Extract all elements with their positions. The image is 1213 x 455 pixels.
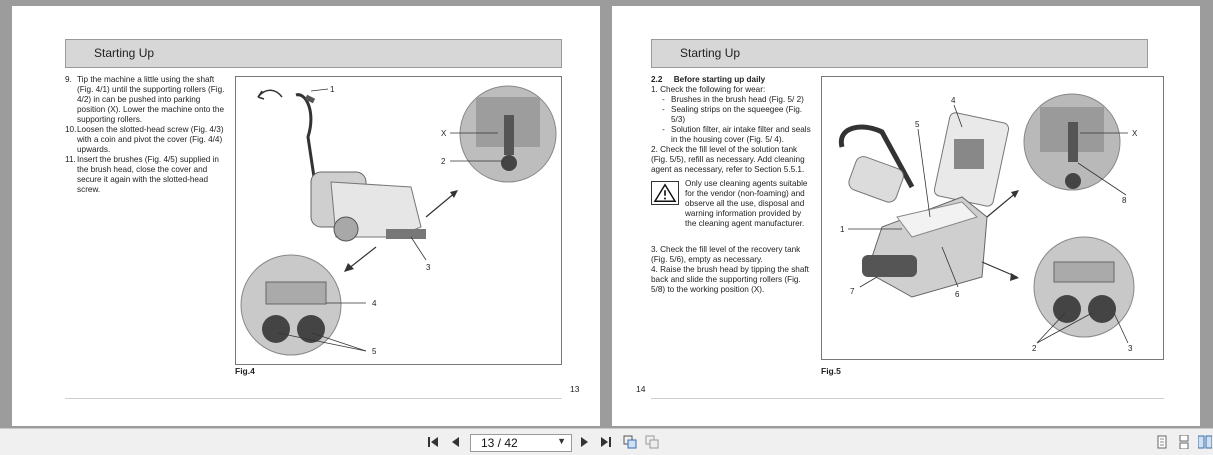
sub-item: - Sealing strips on the squeegee (Fig. 5/3) (662, 105, 803, 124)
list-item: 3. Check the fill level of the recovery tank (Fig. 5/6), empty as necessary. (651, 245, 801, 264)
figure-4 (235, 76, 562, 365)
list-item: 10. Loosen the slotted-head screw (Fig. 4/3) with a coin and pivot the cover (Fig. 4/4) upwards. (65, 125, 224, 154)
list-item: 1. Check the following for wear: (651, 85, 766, 94)
callout-3: 3 (426, 263, 431, 272)
list-item: 2. Check the fill level of the solution tank (Fig. 5/5), refill as necessary. Add cleaning agent as necessary, refer to Section 5.5.1. (651, 145, 805, 174)
footer-divider (65, 398, 562, 399)
callout-1: 1 (840, 225, 845, 234)
page-number-select[interactable] (470, 434, 572, 452)
paste-icon[interactable] (645, 435, 659, 449)
sub-item: - Brushes in the brush head (Fig. 5/ 2) (662, 95, 804, 104)
callout-8: 8 (1122, 196, 1127, 205)
viewer-toolbar (0, 428, 1213, 455)
right-page (612, 6, 1200, 426)
previous-page-icon[interactable] (448, 435, 462, 449)
callout-5: 5 (372, 347, 377, 356)
warning-note: Only use cleaning agents suitable for the vendor (non-foaming) and observe all the use, disposal and warning information provided by the cleaning agent manufacturer. (651, 179, 811, 239)
copy-icon[interactable] (623, 435, 637, 449)
callout-7: 7 (850, 287, 855, 296)
callout-4: 4 (951, 96, 956, 105)
callout-x: X (441, 129, 447, 138)
instruction-list (65, 75, 225, 195)
figure-5 (821, 76, 1164, 360)
continuous-view-icon[interactable] (1177, 435, 1191, 449)
callout-2: 2 (441, 157, 446, 166)
callout-x: X (1132, 129, 1138, 138)
figure-caption: Fig.5 (821, 366, 841, 376)
first-page-icon[interactable] (426, 435, 440, 449)
page-indicator: 13 / 42 (481, 436, 518, 450)
figure-caption: Fig.4 (235, 366, 255, 376)
list-item: 9. Tip the machine a little using the shaft (Fig. 4/1) until the supporting rollers (Fig. 4/2) in can be pushed into parking position (X). Lower the machine onto the supporting rollers. (65, 75, 225, 124)
chevron-down-icon: ▼ (557, 436, 566, 446)
left-page (12, 6, 600, 426)
page-number: 13 (570, 384, 580, 394)
two-page-view-icon[interactable] (1198, 435, 1212, 449)
sub-item: - Solution filter, air intake filter and seals in the housing cover (Fig. 5/ 4). (662, 125, 811, 144)
callout-5: 5 (915, 120, 920, 129)
list-item: 11. Insert the brushes (Fig. 4/5) supplied in the brush head, close the cover and secure it again with the slotted-head screw. (65, 155, 219, 194)
section-header (65, 39, 562, 68)
section-header-title: Starting Up (94, 46, 155, 60)
single-page-view-icon[interactable] (1155, 435, 1169, 449)
callout-2: 2 (1032, 344, 1037, 353)
figure-5-illustration (822, 77, 1164, 360)
page-number: 14 (636, 384, 646, 394)
last-page-icon[interactable] (599, 435, 613, 449)
list-item: 4. Raise the brush head by tipping the shaft back and slide the supporting rollers (Fig. 5/8) to the working position (X). (651, 265, 809, 294)
callout-4: 4 (372, 299, 377, 308)
callout-6: 6 (955, 290, 960, 299)
footer-divider (651, 398, 1164, 399)
instruction-list (651, 75, 811, 295)
callout-3: 3 (1128, 344, 1133, 353)
subsection-heading: 2.2 Before starting up daily (651, 75, 766, 84)
section-header-title: Starting Up (680, 46, 741, 60)
next-page-icon[interactable] (578, 435, 592, 449)
figure-4-illustration (236, 77, 562, 365)
section-header (651, 39, 1148, 68)
callout-1: 1 (330, 85, 335, 94)
warning-icon (651, 181, 679, 205)
